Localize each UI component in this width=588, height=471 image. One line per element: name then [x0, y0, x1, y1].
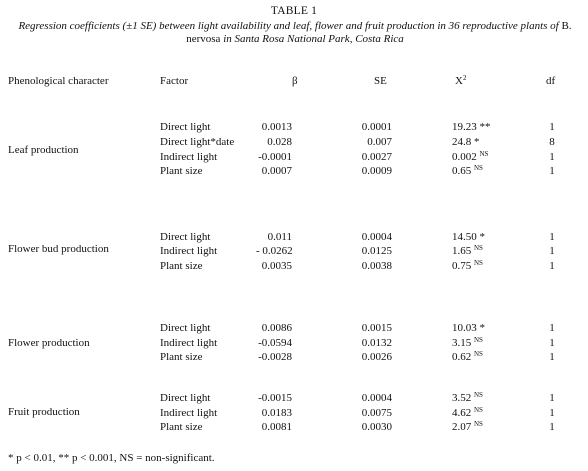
- chi-square-cell: [452, 260, 483, 273]
- factor-cell: Plant size: [160, 165, 203, 177]
- group-label: Flower bud production: [8, 243, 109, 255]
- factor-cell: Plant size: [160, 260, 203, 272]
- se-cell: 0.007: [367, 136, 392, 148]
- df-cell: 1: [549, 231, 555, 243]
- se-cell: 0.0015: [361, 322, 392, 334]
- se-cell: 0.0030: [361, 421, 392, 433]
- significance-superscript: NS: [474, 259, 483, 267]
- factor-cell: Direct light: [160, 231, 211, 243]
- df-cell: 1: [549, 151, 555, 163]
- chi-square-cell: [452, 231, 485, 244]
- factor-cell: Indirect light: [160, 151, 218, 163]
- beta-cell: 0.0007: [261, 165, 292, 177]
- chi-square-cell: [452, 407, 483, 420]
- beta-cell: -0.0028: [258, 351, 292, 363]
- beta-cell: 0.0086: [261, 322, 292, 334]
- chi-square-value: 0.75: [452, 260, 474, 272]
- chi-square-value: 4.62: [452, 407, 474, 419]
- caption-text-start: Regression coefficients (±1 SE) between light availability and leaf, flower and fruit production in 36 reproductive plants of: [18, 20, 562, 32]
- group-label: Fruit production: [8, 406, 80, 418]
- significance-superscript: NS: [474, 350, 483, 358]
- header-chi-square: [455, 75, 466, 88]
- df-cell: 1: [549, 121, 555, 133]
- factor-cell: Direct light: [160, 392, 211, 404]
- chi-square-value: 3.52: [452, 392, 474, 404]
- df-cell: 1: [549, 165, 555, 177]
- df-cell: 1: [549, 351, 555, 363]
- se-cell: 0.0004: [361, 392, 392, 404]
- se-cell: 0.0038: [361, 260, 392, 272]
- factor-cell: Plant size: [160, 351, 203, 363]
- beta-cell: -0.0001: [258, 151, 292, 163]
- beta-cell: 0.011: [267, 231, 292, 243]
- chi-square-value: 2.07: [452, 421, 474, 433]
- chi-square-cell: [452, 165, 483, 178]
- chi-square-value: 3.15: [452, 337, 474, 349]
- se-cell: 0.0132: [361, 337, 392, 349]
- table-title: TABLE 1: [270, 5, 318, 17]
- chi-square-cell: [452, 245, 483, 258]
- caption-text-end: in Santa Rosa National Park, Costa Rica: [220, 33, 404, 45]
- factor-cell: Direct light: [160, 121, 211, 133]
- se-cell: 0.0009: [361, 165, 392, 177]
- factor-cell: Indirect light: [160, 407, 218, 419]
- chi-square-value: 14.50 *: [452, 231, 485, 243]
- header-chi-superscript: 2: [462, 74, 467, 82]
- header-se: SE: [374, 75, 387, 87]
- chi-square-cell: [452, 121, 491, 134]
- significance-superscript: NS: [474, 391, 483, 399]
- se-cell: 0.0027: [361, 151, 392, 163]
- chi-square-value: 0.65: [452, 165, 474, 177]
- caption-species-name: B. nervosa: [186, 20, 572, 45]
- factor-cell: Indirect light: [160, 337, 218, 349]
- significance-superscript: NS: [474, 406, 483, 414]
- se-cell: 0.0026: [361, 351, 392, 363]
- header-phenological-character: Phenological character: [8, 75, 109, 87]
- chi-square-cell: [452, 151, 488, 164]
- chi-square-cell: [452, 337, 483, 350]
- chi-square-cell: [452, 351, 483, 364]
- beta-cell: -0.0015: [258, 392, 292, 404]
- se-cell: 0.0004: [361, 231, 392, 243]
- chi-square-cell: [452, 322, 485, 335]
- header-beta: β: [292, 75, 298, 87]
- se-cell: 0.0125: [361, 245, 392, 257]
- header-factor: Factor: [160, 75, 189, 87]
- df-cell: 1: [549, 392, 555, 404]
- chi-square-cell: [452, 421, 483, 434]
- chi-square-value: 10.03 *: [452, 322, 485, 334]
- factor-cell: Plant size: [160, 421, 203, 433]
- significance-superscript: NS: [479, 150, 489, 158]
- factor-cell: Direct light: [160, 322, 211, 334]
- significance-superscript: NS: [474, 164, 483, 172]
- df-cell: 8: [549, 136, 555, 148]
- header-df: df: [546, 75, 556, 87]
- header-chi-symbol: X: [455, 75, 463, 87]
- se-cell: 0.0001: [361, 121, 392, 133]
- df-cell: 1: [549, 245, 555, 257]
- beta-cell: 0.0183: [261, 407, 292, 419]
- factor-cell: Direct light*date: [160, 136, 235, 148]
- chi-square-value: 24.8 *: [452, 136, 480, 148]
- df-cell: 1: [549, 260, 555, 272]
- beta-cell: 0.0035: [261, 260, 292, 272]
- beta-cell: 0.0081: [261, 421, 292, 433]
- factor-cell: Indirect light: [160, 245, 218, 257]
- chi-square-value: 0.62: [452, 351, 474, 363]
- table-caption: [8, 20, 582, 46]
- significance-superscript: NS: [474, 244, 483, 252]
- df-cell: 1: [549, 322, 555, 334]
- chi-square-cell: [452, 392, 483, 405]
- group-label: Flower production: [8, 337, 90, 349]
- chi-square-value: 0.002: [452, 151, 480, 163]
- significance-superscript: NS: [474, 420, 483, 428]
- df-cell: 1: [549, 421, 555, 433]
- se-cell: 0.0075: [361, 407, 392, 419]
- df-cell: 1: [549, 337, 555, 349]
- chi-square-cell: [452, 136, 480, 149]
- df-cell: 1: [549, 407, 555, 419]
- chi-square-value: 19.23 **: [452, 121, 491, 133]
- beta-cell: -0.0594: [258, 337, 292, 349]
- beta-cell: 0.028: [267, 136, 292, 148]
- group-label: Leaf production: [8, 144, 79, 156]
- chi-square-value: 1.65: [452, 245, 474, 257]
- significance-superscript: NS: [474, 336, 483, 344]
- table-footnote: * p < 0.01, ** p < 0.001, NS = non-significant.: [8, 452, 215, 464]
- beta-cell: - 0.0262: [256, 245, 293, 257]
- beta-cell: 0.0013: [261, 121, 292, 133]
